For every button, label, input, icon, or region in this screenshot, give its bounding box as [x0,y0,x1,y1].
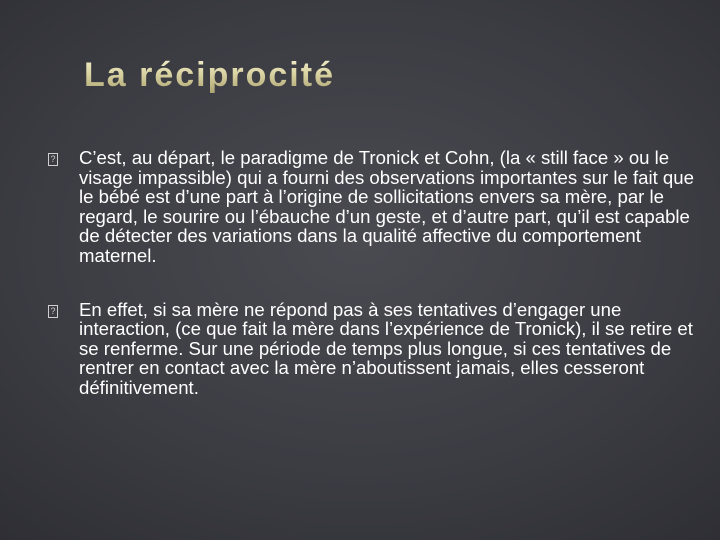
missing-glyph-bullet-icon: ? [48,153,58,166]
bullet-list [48,148,708,432]
bullet-text: En effet, si sa mère ne répond pas à ses tentatives d’engager une interaction, (ce que fait la mère dans l’expérience de Tronick), il se retire et se renferme. Sur une période de temps plus longue, si ces tentatives de rentrer en contact avec la mère n’aboutissent jamais, elles cesseront définitivement. [79,298,693,398]
slide-title: La réciprocité [84,56,335,94]
bullet-item [48,148,708,266]
missing-glyph-bullet-icon: ? [48,305,58,318]
bullet-item [48,300,708,398]
bullet-text: C’est, au départ, le paradigme de Tronick et Cohn, (la « still face » ou le visage impassible) qui a fourni des observations importantes sur le fait que le bébé est d’une part à l’origine de sollicitations envers sa mère, par le regard, le sourire ou l’ébauche d’un geste, et d’autre part, qu’il est capable de détecter des variations dans la qualité affective du comportement maternel. [79,147,694,266]
